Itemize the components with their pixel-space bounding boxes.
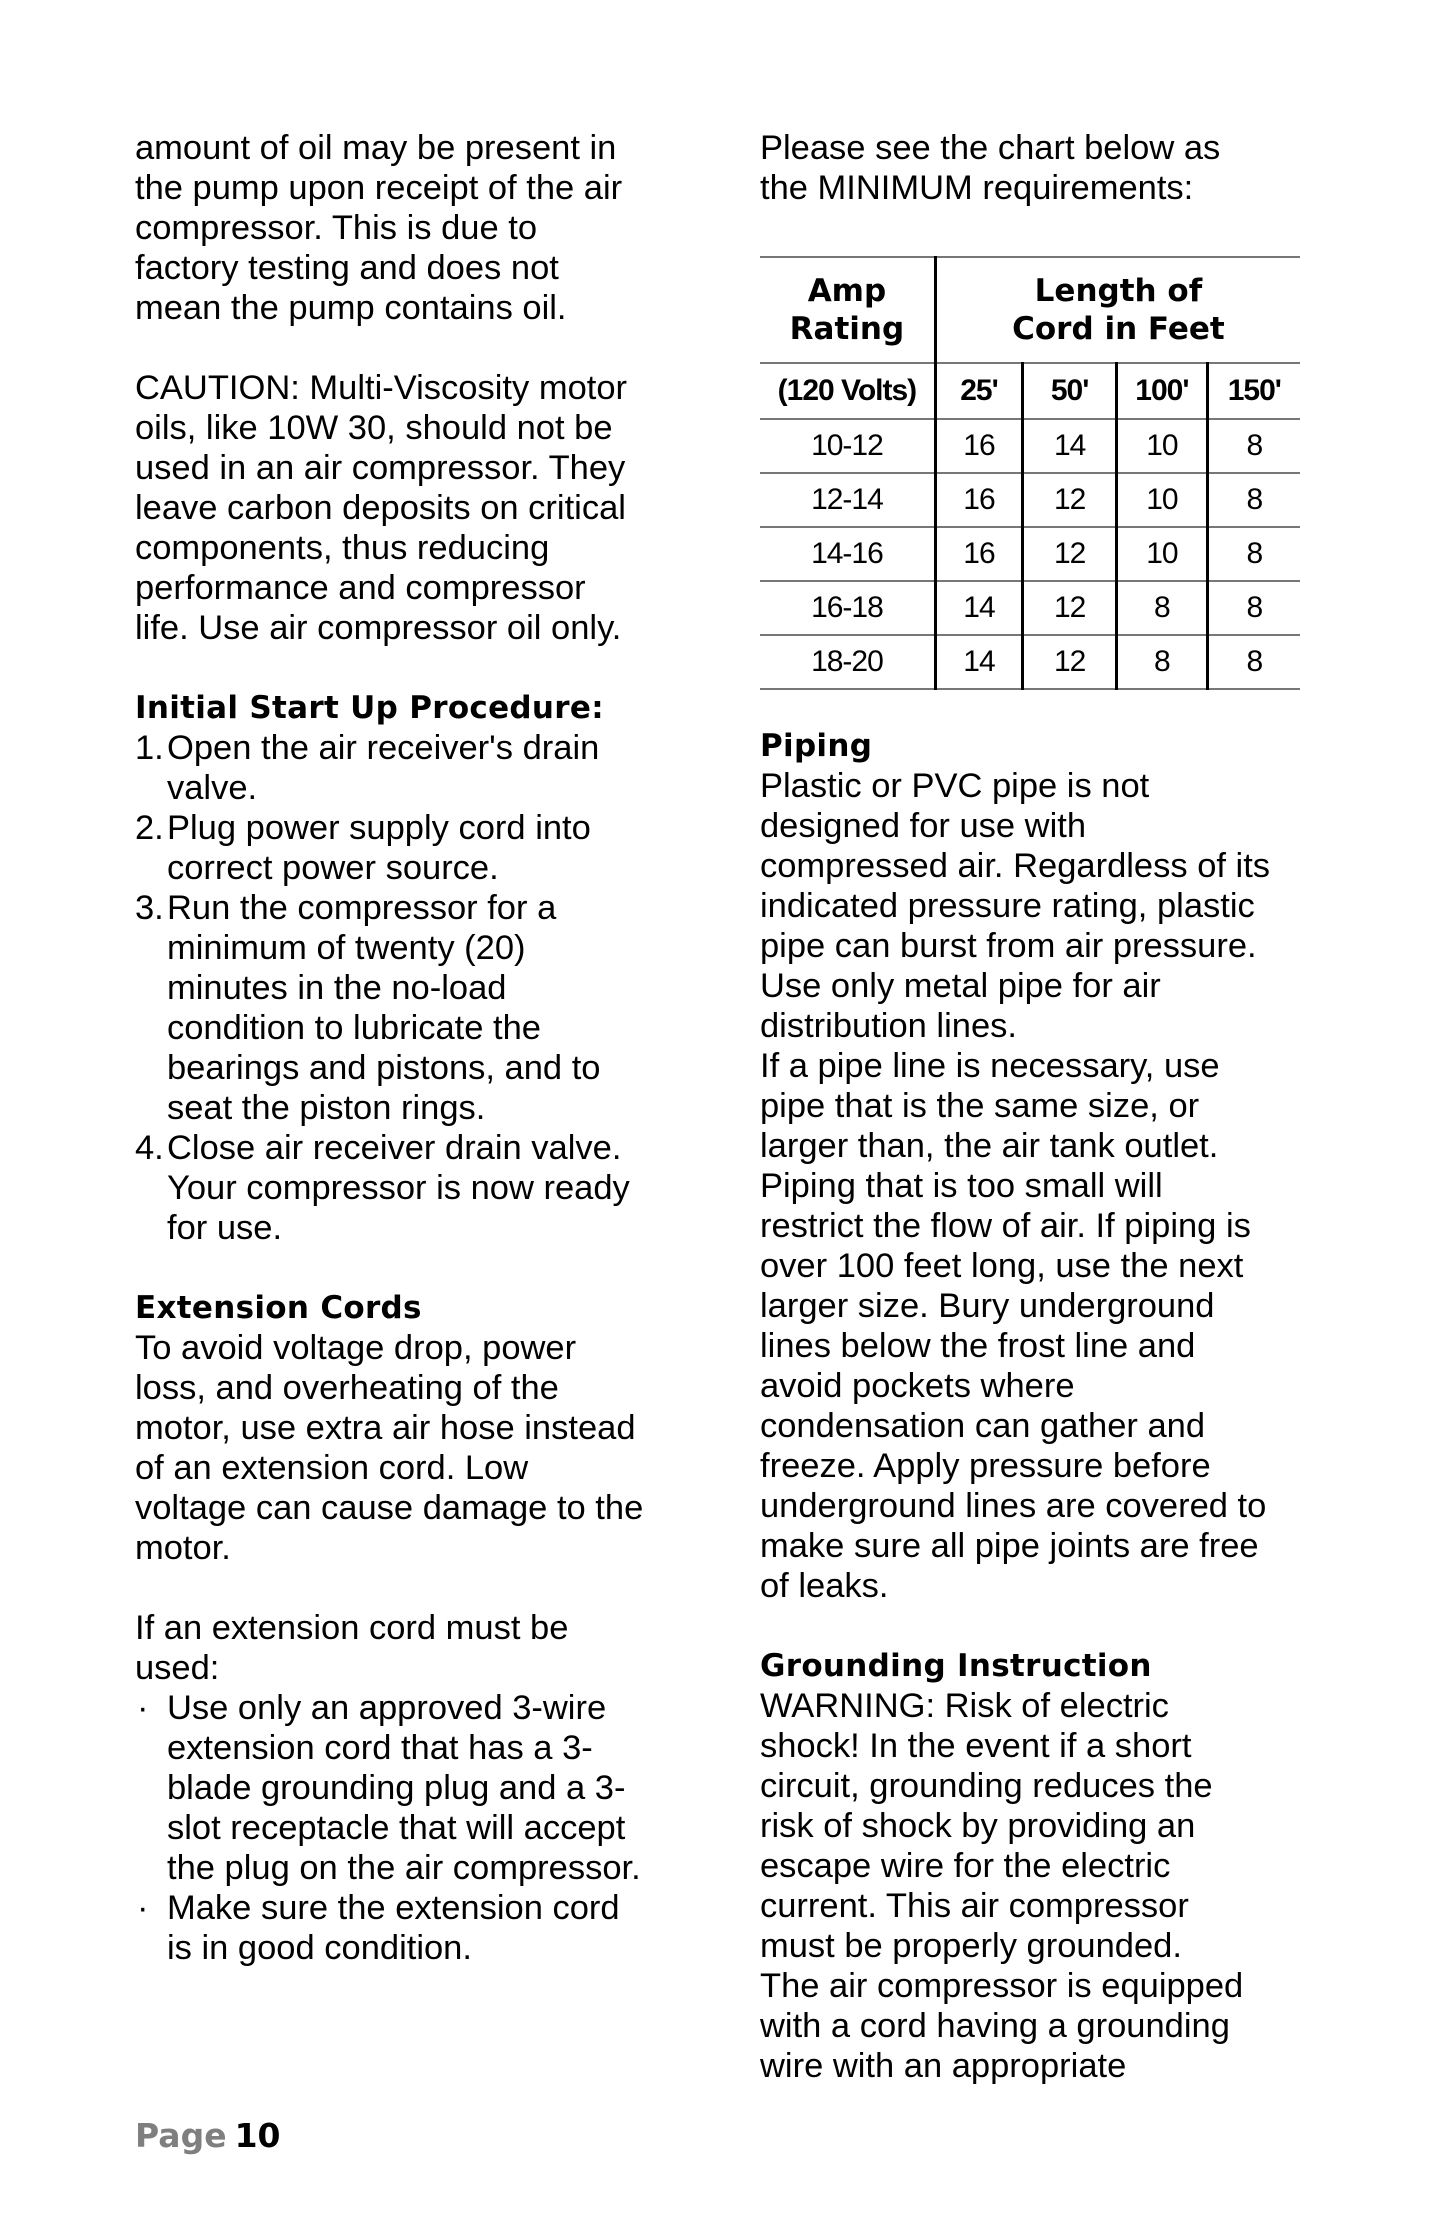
text-line: used: xyxy=(135,1649,220,1687)
text-line: Plug power supply cord into xyxy=(167,809,591,847)
text-line: If an extension cord must be xyxy=(135,1609,569,1647)
table-cell: 8 xyxy=(1117,635,1207,689)
text-line: current. This air compressor xyxy=(760,1887,1189,1925)
table-cell: 14 xyxy=(935,635,1022,689)
startup-heading: Initial Start Up Procedure: xyxy=(135,690,604,726)
bullet-item xyxy=(135,1888,695,1968)
table-row xyxy=(760,473,1300,527)
text-line: Make sure the extension cord xyxy=(167,1889,620,1927)
header-text: Length of xyxy=(1034,273,1203,309)
left-column xyxy=(135,128,695,1968)
table-cell: 18-20 xyxy=(760,635,935,689)
text-line: valve. xyxy=(167,769,258,807)
table-cell: 14 xyxy=(1023,419,1117,473)
table-cell: 8 xyxy=(1207,419,1300,473)
text-line: pipe that is the same size, or xyxy=(760,1087,1200,1125)
text-line: over 100 feet long, use the next xyxy=(760,1247,1244,1285)
text-line: Please see the chart below as xyxy=(760,129,1221,167)
text-line: motor. xyxy=(135,1529,231,1567)
bullet-dot-icon: · xyxy=(137,1889,149,1927)
text-line: the pump upon receipt of the air xyxy=(135,169,623,207)
column-header: 25' xyxy=(935,363,1022,419)
table-cell: 12 xyxy=(1023,527,1117,581)
table-cell: 16 xyxy=(935,527,1022,581)
grounding-heading: Grounding Instruction xyxy=(760,1648,1152,1684)
table-cell: 14-16 xyxy=(760,527,935,581)
bullet-item xyxy=(135,1688,695,1888)
table-subheader-row xyxy=(760,363,1300,419)
text-line: avoid pockets where xyxy=(760,1367,1075,1405)
extension-cords-section xyxy=(135,1288,695,1968)
text-line: must be properly grounded. xyxy=(760,1927,1182,1965)
text-line: amount of oil may be present in xyxy=(135,129,617,167)
table-cell: 14 xyxy=(935,581,1022,635)
right-column xyxy=(760,128,1320,2086)
text-line: used in an air compressor. They xyxy=(135,449,626,487)
text-line: condition to lubricate the xyxy=(167,1009,541,1047)
text-line: To avoid voltage drop, power xyxy=(135,1329,577,1367)
page-number: 10 xyxy=(234,2116,281,2155)
table-row xyxy=(760,581,1300,635)
text-line: life. Use air compressor oil only. xyxy=(135,609,622,647)
startup-procedure-section xyxy=(135,688,695,1248)
caution-paragraph xyxy=(135,368,695,648)
table-cell: 10 xyxy=(1117,527,1207,581)
table-cell: 8 xyxy=(1207,527,1300,581)
extension-cords-heading: Extension Cords xyxy=(135,1290,422,1326)
text-line: wire with an appropriate xyxy=(760,2047,1127,2085)
table-cell: 12 xyxy=(1023,635,1117,689)
table-cell: 16-18 xyxy=(760,581,935,635)
text-line: If a pipe line is necessary, use xyxy=(760,1047,1220,1085)
table-row xyxy=(760,635,1300,689)
text-line: with a cord having a grounding xyxy=(760,2007,1230,2045)
text-line: slot receptacle that will accept xyxy=(167,1809,626,1847)
text-line: larger than, the air tank outlet. xyxy=(760,1127,1219,1165)
table-row xyxy=(760,419,1300,473)
text-line: Use only an approved 3-wire xyxy=(167,1689,607,1727)
table-cell: 8 xyxy=(1207,635,1300,689)
text-line: factory testing and does not xyxy=(135,249,559,287)
text-line: lines below the frost line and xyxy=(760,1327,1196,1365)
text-line: freeze. Apply pressure before xyxy=(760,1447,1211,1485)
text-line: minimum of twenty (20) xyxy=(167,929,526,967)
cord-length-header xyxy=(935,257,1300,363)
amp-rating-header xyxy=(760,257,935,363)
text-line: correct power source. xyxy=(167,849,499,887)
header-text: Rating xyxy=(789,311,905,347)
table-cell: 12 xyxy=(1023,581,1117,635)
text-line: distribution lines. xyxy=(760,1007,1017,1045)
text-line: the plug on the air compressor. xyxy=(167,1849,641,1887)
text-line: make sure all pipe joints are free xyxy=(760,1527,1259,1565)
table-cell: 8 xyxy=(1207,581,1300,635)
text-line: motor, use extra air hose instead xyxy=(135,1409,636,1447)
text-line: restrict the flow of air. If piping is xyxy=(760,1207,1251,1245)
text-line: compressor. This is due to xyxy=(135,209,538,247)
grounding-section xyxy=(760,1646,1320,2086)
piping-heading: Piping xyxy=(760,728,873,764)
header-text: Amp xyxy=(807,273,887,309)
page-footer xyxy=(135,2116,281,2156)
table-cell: 12 xyxy=(1023,473,1117,527)
text-line: of an extension cord. Low xyxy=(135,1449,529,1487)
text-line: mean the pump contains oil. xyxy=(135,289,567,327)
text-line: Your compressor is now ready xyxy=(167,1169,630,1207)
column-header: 50' xyxy=(1023,363,1117,419)
table-cell: 12-14 xyxy=(760,473,935,527)
text-line: shock! In the event if a short xyxy=(760,1727,1192,1765)
text-line: of leaks. xyxy=(760,1567,889,1605)
text-line: for use. xyxy=(167,1209,283,1247)
text-line: The air compressor is equipped xyxy=(760,1967,1244,2005)
text-line: leave carbon deposits on critical xyxy=(135,489,626,527)
text-line: designed for use with xyxy=(760,807,1087,845)
bullet-dot-icon: · xyxy=(137,1689,149,1727)
text-line: Close air receiver drain valve. xyxy=(167,1129,622,1167)
text-line: voltage can cause damage to the xyxy=(135,1489,644,1527)
text-line: seat the piston rings. xyxy=(167,1089,486,1127)
text-line: bearings and pistons, and to xyxy=(167,1049,601,1087)
procedure-step xyxy=(135,728,695,808)
table-cell: 10-12 xyxy=(760,419,935,473)
text-line: compressed air. Regardless of its xyxy=(760,847,1271,885)
text-line: Run the compressor for a xyxy=(167,889,557,927)
text-line: blade grounding plug and a 3- xyxy=(167,1769,626,1807)
table-cell: 16 xyxy=(935,473,1022,527)
procedure-step xyxy=(135,808,695,888)
step-number: 1. xyxy=(135,729,164,767)
text-line: minutes in the no-load xyxy=(167,969,507,1007)
text-line: CAUTION: Multi-Viscosity motor xyxy=(135,369,628,407)
text-line: WARNING: Risk of electric xyxy=(760,1687,1169,1725)
text-line: condensation can gather and xyxy=(760,1407,1206,1445)
table-header-row xyxy=(760,257,1300,363)
page-label: Page xyxy=(135,2116,227,2155)
table-cell: 10 xyxy=(1117,473,1207,527)
step-number: 4. xyxy=(135,1129,164,1167)
text-line: indicated pressure rating, plastic xyxy=(760,887,1255,925)
table-cell: 8 xyxy=(1207,473,1300,527)
text-line: circuit, grounding reduces the xyxy=(760,1767,1213,1805)
column-header: 100' xyxy=(1117,363,1207,419)
text-line: is in good condition. xyxy=(167,1929,472,1967)
piping-section xyxy=(760,726,1320,1606)
text-line: loss, and overheating of the xyxy=(135,1369,559,1407)
text-line: the MINIMUM requirements: xyxy=(760,169,1194,207)
column-header: (120 Volts) xyxy=(760,363,935,419)
text-line: Plastic or PVC pipe is not xyxy=(760,767,1150,805)
text-line: components, thus reducing xyxy=(135,529,550,567)
table-cell: 8 xyxy=(1117,581,1207,635)
text-line: performance and compressor xyxy=(135,569,586,607)
chart-intro-paragraph xyxy=(760,128,1320,208)
header-text: Cord in Feet xyxy=(1012,311,1225,347)
step-number: 3. xyxy=(135,889,164,927)
extension-cord-gauge-table xyxy=(760,256,1300,690)
oil-intro-paragraph xyxy=(135,128,695,328)
procedure-step xyxy=(135,1128,695,1248)
column-header: 150' xyxy=(1207,363,1300,419)
procedure-step xyxy=(135,888,695,1128)
text-line: Use only metal pipe for air xyxy=(760,967,1161,1005)
table-cell: 16 xyxy=(935,419,1022,473)
step-number: 2. xyxy=(135,809,164,847)
table-cell: 10 xyxy=(1117,419,1207,473)
table-row xyxy=(760,527,1300,581)
text-line: extension cord that has a 3- xyxy=(167,1729,593,1767)
text-line: underground lines are covered to xyxy=(760,1487,1267,1525)
text-line: risk of shock by providing an xyxy=(760,1807,1196,1845)
text-line: larger size. Bury underground xyxy=(760,1287,1215,1325)
text-line: pipe can burst from air pressure. xyxy=(760,927,1257,965)
text-line: oils, like 10W 30, should not be xyxy=(135,409,613,447)
text-line: Piping that is too small will xyxy=(760,1167,1163,1205)
text-line: Open the air receiver's drain xyxy=(167,729,600,767)
text-line: escape wire for the electric xyxy=(760,1847,1171,1885)
